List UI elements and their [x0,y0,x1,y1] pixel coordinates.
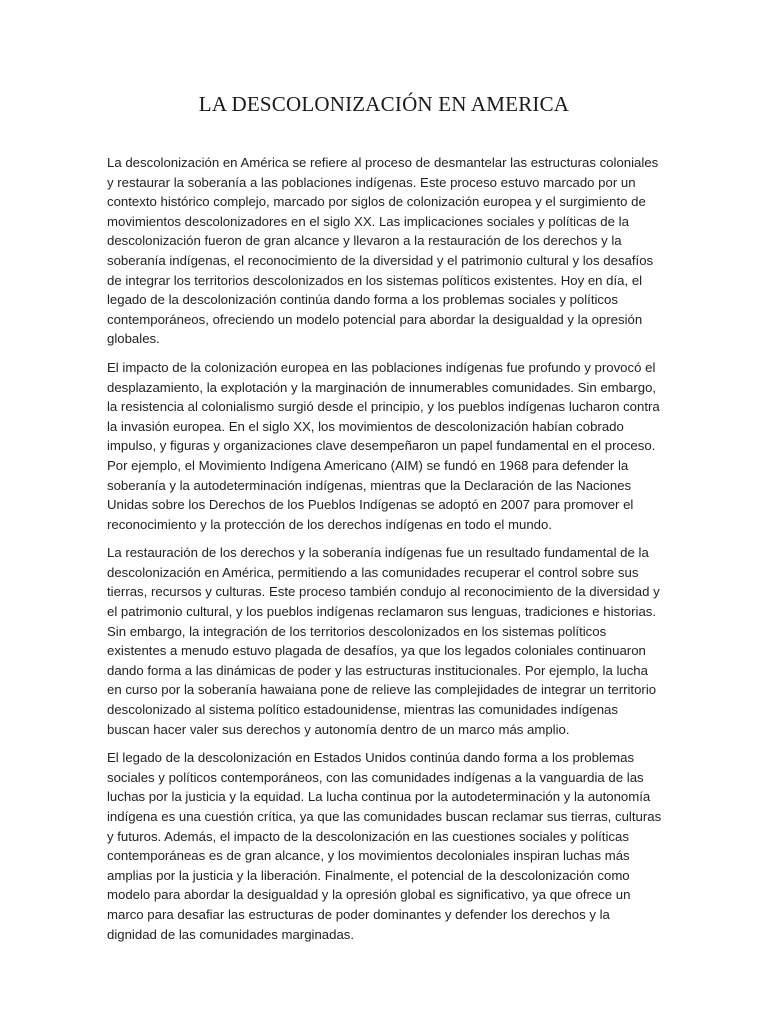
paragraph: El impacto de la colonización europea en las poblaciones indígenas fue profundo y provocó el desplazamiento, la explotación y la marginación de innumerables comunidades. Sin embargo, la resistencia al colonialismo surgió desde el principio, y los pueblos indígenas lucharon contra la invasión europea. En el siglo XX, los movimientos de descolonización habían cobrado impulso, y figuras y organizaciones clave desempeñaron un papel fundamental en el proceso. Por ejemplo, el Movimiento Indígena Americano (AIM) se fundó en 1968 para defender la soberanía y la autodeterminación indígenas, mientras que la Declaración de las Naciones Unidas sobre los Derechos de los Pueblos Indígenas se adoptó en 2007 para promover el reconocimiento y la protección de los derechos indígenas en todo el mundo. [107,359,660,532]
paragraph: La descolonización en América se refiere al proceso de desmantelar las estructuras coloniales y restaurar la soberanía a las poblaciones indígenas. Este proceso estuvo marcado por un contexto histórico complejo, marcado por siglos de colonización europea y el surgimiento de movimientos descolonizadores en el siglo XX. Las implicaciones sociales y políticas de la descolonización fueron de gran alcance y llevaron a la restauración de los derechos y la soberanía indígenas, el reconocimiento de la diversidad y el patrimonio cultural y los desafíos de integrar los territorios descolonizados en los sistemas políticos existentes. Hoy en día, el legado de la descolonización continúa dando forma a los problemas sociales y políticos contemporáneos, ofreciendo un modelo potencial para abordar la desigualdad y la opresión globales. [107,155,659,347]
document-title: LA DESCOLONIZACIÓN EN AMERICA [198,92,570,116]
paragraph: El legado de la descolonización en Estados Unidos continúa dando forma a los problemas sociales y políticos contemporáneos, con las comunidades indígenas a la vanguardia de las luchas por la justicia y la equidad. La lucha continua por la autodeterminación y la autonomía indígena es una cuestión crítica, ya que las comunidades buscan reclamar sus tierras, culturas y futuros. Además, el impacto de la descolonización en las cuestiones sociales y políticas contemporáneas es de gran alcance, y los movimientos decoloniales inspiran luchas más amplias por la justicia y la liberación. Finalmente, el potencial de la descolonización como modelo para abordar la desigualdad y la opresión global es significativo, ya que ofrece un marco para desafiar las estructuras de poder dominantes y defender los derechos y la dignidad de las comunidades marginadas. [107,750,662,942]
paragraph: La restauración de los derechos y la soberanía indígenas fue un resultado fundamental de la descolonización en América, permitiendo a las comunidades recuperar el control sobre sus tierras, recursos y culturas. Este proceso también condujo al reconocimiento de la diversidad y el patrimonio cultural, y los pueblos indígenas reclamaron sus lenguas, tradiciones e historias. Sin embargo, la integración de los territorios descolonizados en los sistemas políticos existentes a menudo estuvo plagada de desafíos, ya que los legados coloniales continuaron dando forma a las dinámicas de poder y las estructuras institucionales. Por ejemplo, la lucha en curso por la soberanía hawaiana pone de relieve las complejidades de integrar un territorio descolonizado al sistema político estadounidense, mientras las comunidades indígenas buscan hacer valer sus derechos y autonomía dentro de un marco más amplio. [107,545,660,737]
document-body [107,153,663,953]
